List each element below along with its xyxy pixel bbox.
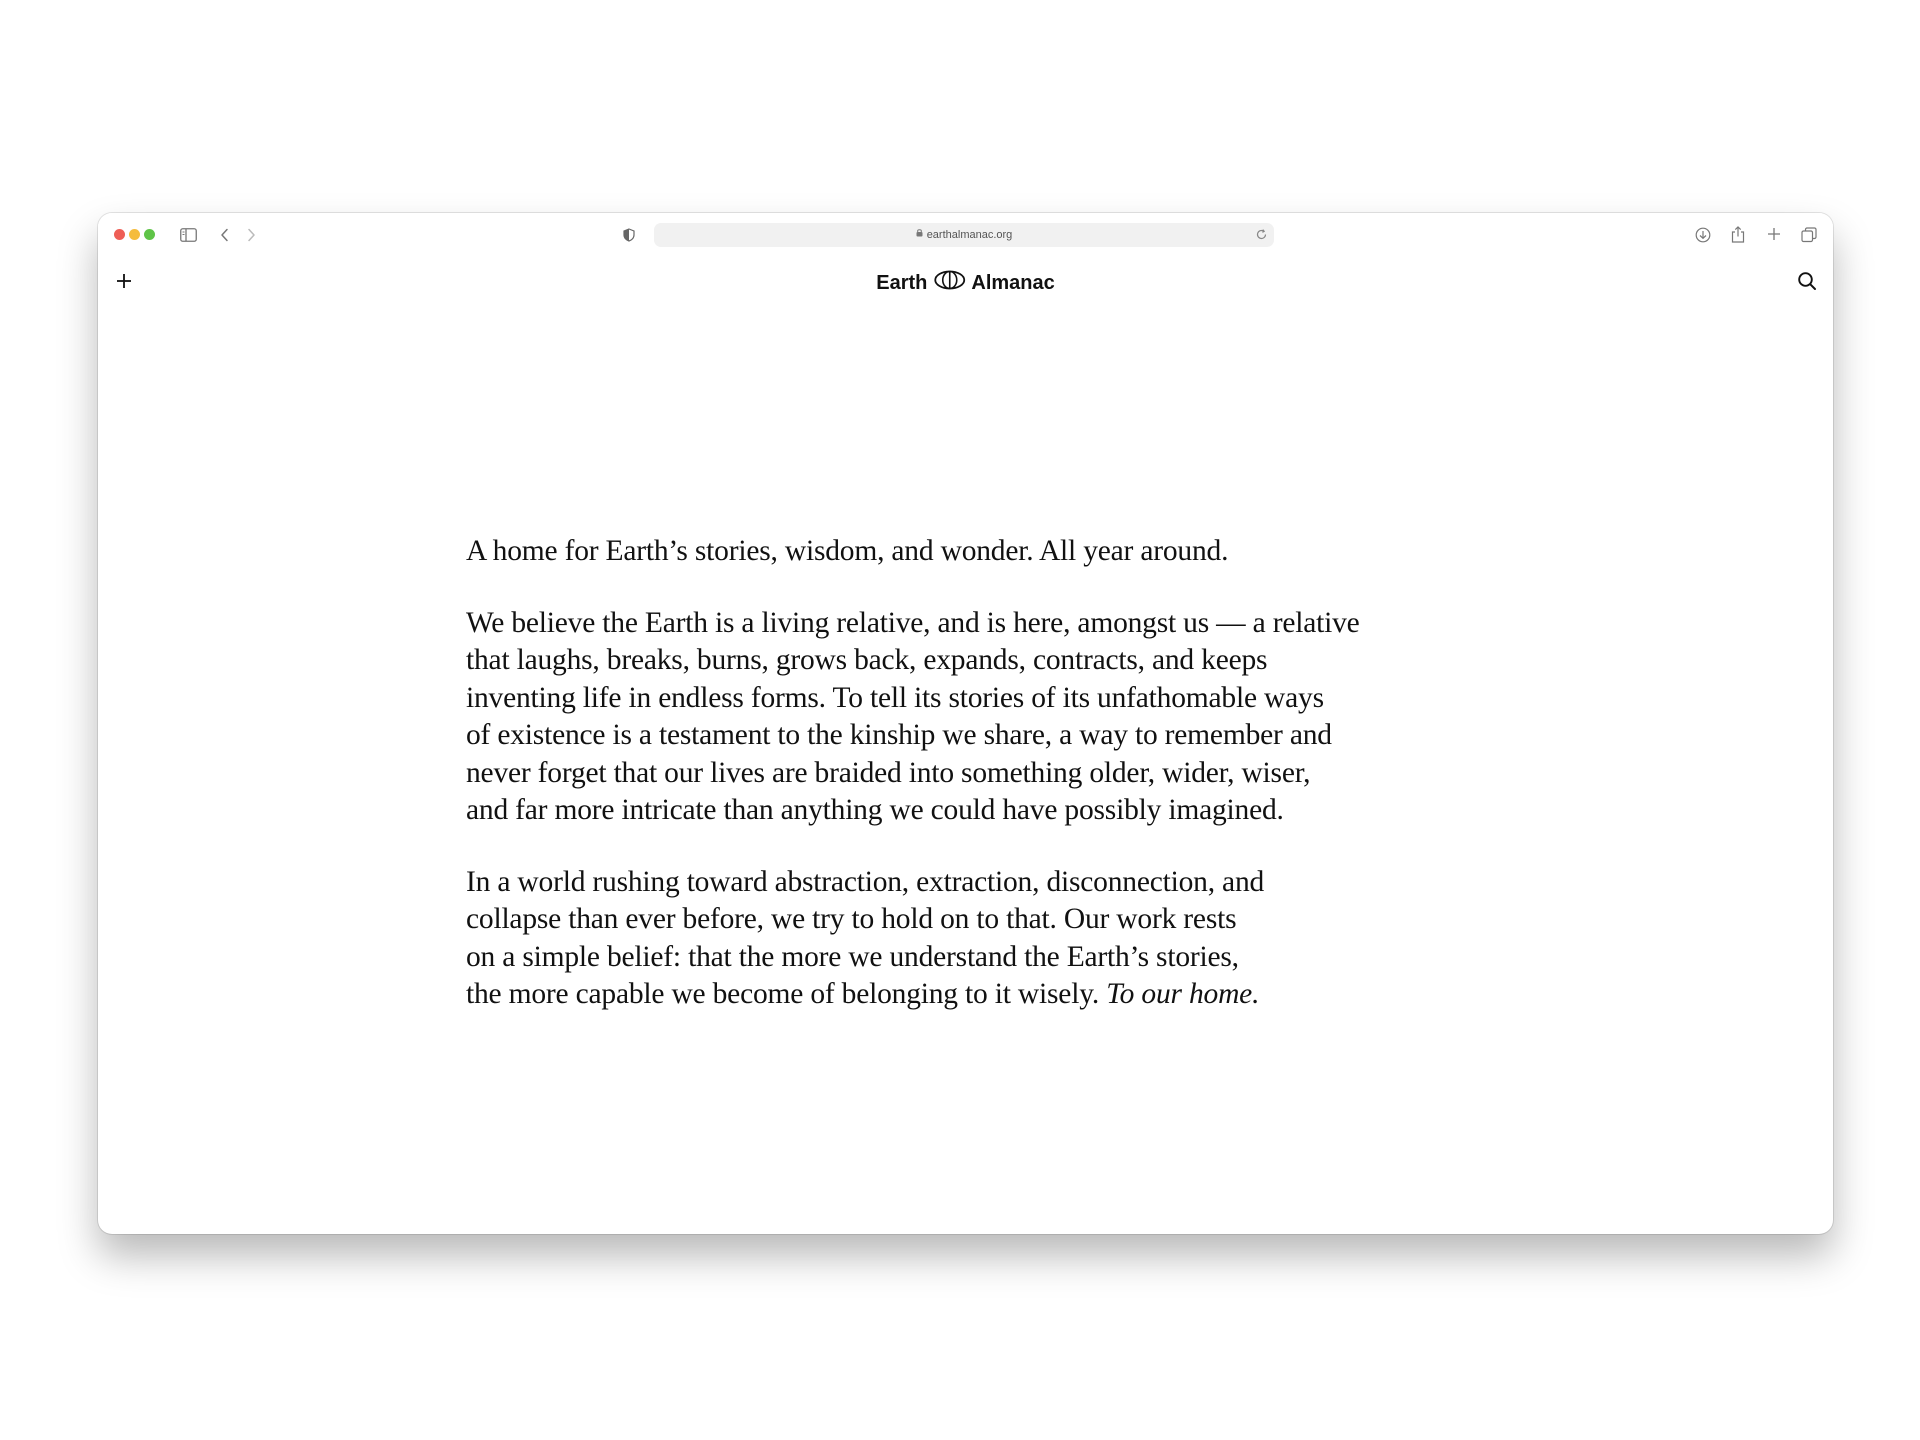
search-icon[interactable] [1797, 271, 1817, 296]
about-paragraph-2-text: In a world rushing toward abstraction, extraction, disconnection, and collapse than ever before, we try to hold on to that. Our work rests on a simple belief: that the more we understand the Earth’s stories, the more capable we become of belonging to it wisely. [466, 865, 1265, 1010]
close-window-button[interactable] [114, 229, 125, 240]
logo-text-left: Earth [876, 271, 928, 294]
address-bar[interactable] [654, 223, 1274, 247]
about-paragraph-2-emphasis: To our home. [1106, 978, 1260, 1010]
download-icon[interactable] [1694, 226, 1711, 243]
reload-icon[interactable] [1255, 228, 1268, 246]
menu-plus-icon[interactable] [114, 271, 134, 296]
new-tab-plus-icon[interactable] [1766, 226, 1782, 242]
address-bar-text [654, 223, 1274, 247]
tagline: A home for Earth’s stories, wisdom, and wonder. All year around. [466, 535, 1229, 567]
about-paragraph-1: We believe the Earth is a living relative, and is here, amongst us — a relative that laughs, breaks, burns, grows back, expands, contracts, and keeps inventing life in endless forms. To tell its stories of its unfathomable ways of existence is a testament to the kinship we share, a way to remember and never forget that our lives are braided into something older, wider, wiser, and far more intricate than anything we could have possibly imagined. [466, 606, 1360, 826]
about-content [466, 533, 1466, 1048]
back-arrow-icon[interactable] [218, 227, 230, 243]
minimize-window-button[interactable] [129, 229, 140, 240]
logo-text-right: Almanac [971, 271, 1055, 294]
tab-overview-icon[interactable] [1800, 226, 1817, 243]
share-icon[interactable] [1730, 225, 1746, 243]
browser-window [98, 213, 1833, 1234]
url-value: earthalmanac.org [926, 229, 1013, 241]
browser-toolbar [98, 213, 1833, 257]
sidebar-toggle-icon[interactable] [179, 227, 197, 243]
about-paragraph-2 [466, 864, 1466, 1014]
lock-icon [916, 222, 923, 246]
globe-icon [933, 270, 965, 296]
site-logo[interactable] [876, 270, 1055, 296]
forward-arrow-icon[interactable] [245, 227, 257, 243]
maximize-window-button[interactable] [144, 229, 155, 240]
privacy-shield-icon[interactable] [622, 227, 636, 243]
site-header [98, 257, 1833, 307]
